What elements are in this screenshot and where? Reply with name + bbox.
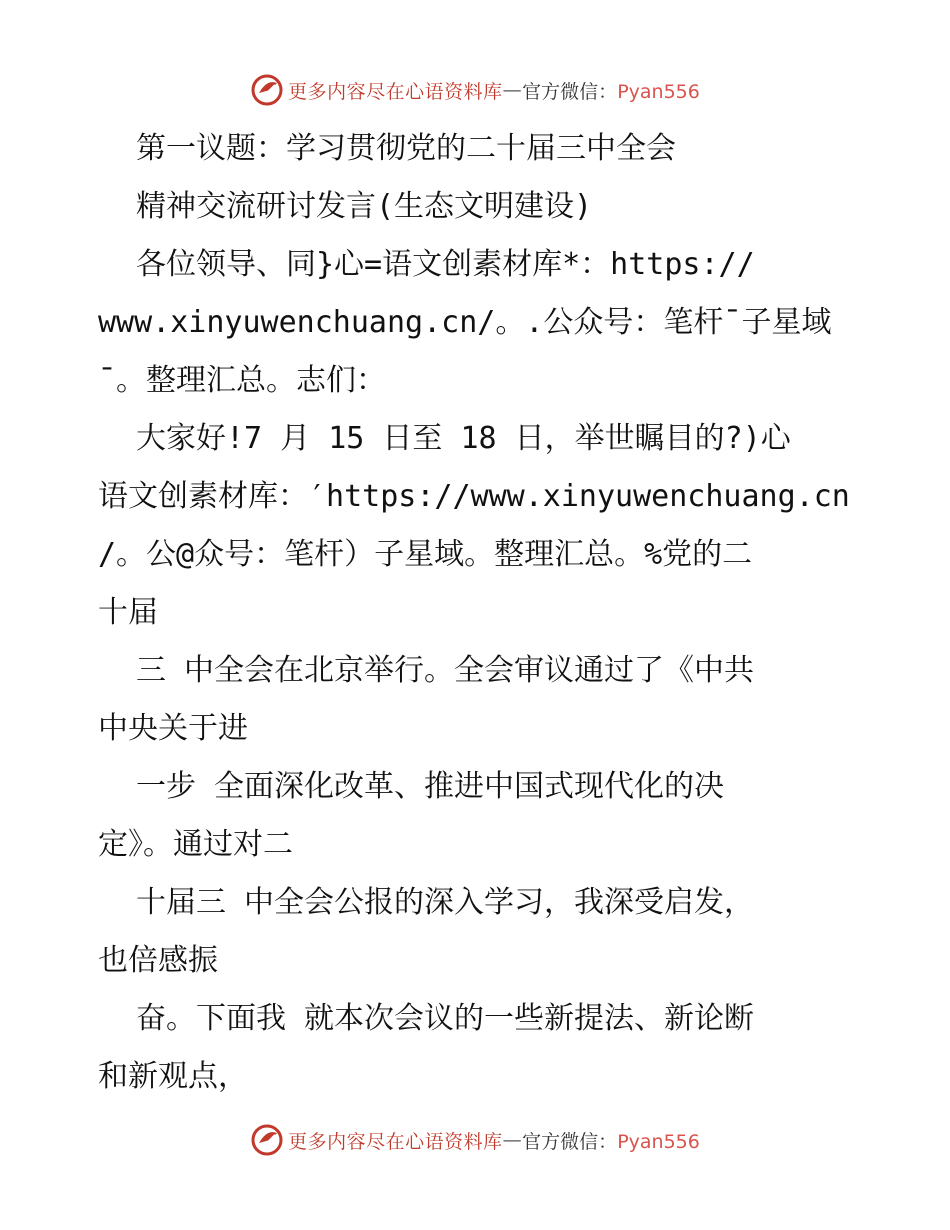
text-line: ¯。整理汇总。志们： [98, 363, 387, 398]
text-line: 一步 全面深化改革、推进中国式现代化的决 [136, 769, 725, 804]
text-line: 三 中全会在北京举行。全会审议通过了《中共 [136, 653, 755, 688]
banner-contact-label: 官方微信： [522, 1130, 618, 1153]
text-line: 奋。下面我 就本次会议的一些新提法、新论断 [136, 1001, 755, 1036]
text-line: 第一议题：学习贯彻党的二十届三中全会 [136, 131, 676, 166]
banner-contact-id: Pyan556 [617, 1130, 700, 1153]
text-line: 十届 [98, 595, 158, 630]
text-line: /。公@众号：笔杆）子星域。整理汇总。%党的二 [98, 537, 753, 572]
text-line: 各位领导、同}心=语文创素材库*：https:// [136, 247, 755, 282]
header-banner [0, 72, 950, 108]
brand-logo-icon [250, 1123, 284, 1157]
text-line: www.xinyuwenchuang.cn/。.公众号：笔杆¯子星域 [98, 305, 832, 340]
footer-banner [0, 1122, 950, 1158]
banner-title: 更多内容尽在心语资料库 [288, 80, 503, 103]
banner-dash: — [502, 1129, 523, 1151]
text-line: 大家好!7 月 15 日至 18 日，举世瞩目的?)心 [136, 421, 791, 456]
banner-contact-label: 官方微信： [522, 80, 618, 103]
brand-logo-icon [250, 73, 284, 107]
text-line: 精神交流研讨发言(生态文明建设) [136, 189, 593, 224]
text-line: 定》。通过对二 [98, 827, 293, 862]
banner-contact [522, 1127, 700, 1154]
banner-contact-id: Pyan556 [617, 80, 700, 103]
text-line: 和新观点， [98, 1059, 248, 1094]
text-line: 中央关于进 [98, 711, 248, 746]
banner-dash: — [502, 79, 523, 101]
text-line: 语文创素材库：′https://www.xinyuwenchuang.cn [98, 479, 850, 514]
text-line: 也倍感振 [98, 943, 218, 978]
banner-contact [522, 77, 700, 104]
document-body [98, 120, 854, 1106]
banner-title: 更多内容尽在心语资料库 [288, 1130, 503, 1153]
text-line: 十届三 中全会公报的深入学习，我深受启发， [136, 885, 755, 920]
